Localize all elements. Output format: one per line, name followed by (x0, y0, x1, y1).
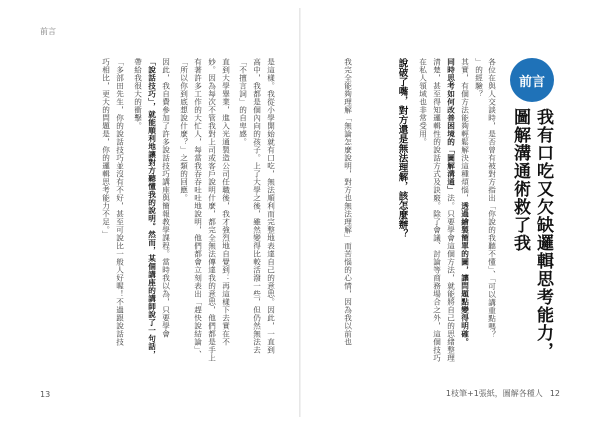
left-body-line-12: 巧相比，更大的問題是，你的邏輯思考能力不足。」 (101, 58, 111, 239)
chapter-badge (510, 58, 554, 102)
title-line-2: 圖解溝通術救了我 (510, 108, 530, 252)
subheading-question: 說破了嘴，對方還是無法理解，該怎麼辦？ (396, 58, 408, 239)
left-body-line-8: 因此，我自費參加了許多說話技巧講座與簡報教學課程。當時我以為，只要學會 (161, 58, 171, 338)
left-body-line-11: 「多部田先生，你的說話技巧並沒有不好，甚至可說比一般人好喔！不過跟說話技 (115, 58, 125, 346)
title-line-1: 我有口吃又欠缺邏輯思考能力， (533, 108, 553, 360)
left-page-number: 13 (40, 390, 51, 399)
right-page-footer (446, 388, 560, 399)
book-title-footer: 1枝筆+1張紙，圖解各種人 (445, 389, 543, 398)
right-body-line-3 (461, 58, 469, 363)
right-body-line-4b: 法。只要學會這個方法，就能將自己的思緒整理 (446, 194, 456, 362)
right-body-line-4 (447, 58, 455, 363)
right-body-line-5: 清楚，甚至得知邏輯性的說話方式及訣竅。除了會議、討論等商務場合之外，這個技巧 (432, 58, 442, 362)
left-body-line-9 (148, 58, 156, 363)
right-body-line-7: 我完全能夠理解「無論怎麼說明，對方也無法理解」而苦惱的心情，因為我以前也 (343, 58, 353, 346)
left-body-line-1: 是這樣。我從小學開始就有口吃，無法順利而完整地表達自己的意思。因此，一直到 (266, 58, 276, 354)
right-body-line-2: 」的經驗？ (474, 58, 484, 98)
right-body-line-3a: 其實，有個方法能夠輕鬆解決這種煩惱， (460, 58, 470, 202)
right-body-line-3-highlight: 透過繪製簡單的圖，讓問題點變得明確。 (460, 202, 470, 346)
left-body-line-9b: 就能順利地讓對方聽懂我的說明。然而，某個講座的講師說了一句話， (147, 110, 157, 359)
running-head: 前言 (40, 27, 56, 36)
left-body-line-9-highlight: 「說話技巧」， (147, 58, 157, 111)
chapter-badge-label: 前言 (518, 74, 545, 90)
page-gutter (299, 8, 301, 417)
right-body-line-6: 在私人領域也非常受用。 (418, 58, 428, 146)
right-page-number: 12 (549, 389, 560, 398)
right-body-line-1: 各位在與人交談時，是否曾有被對方指出「你說的我聽不懂」、「可以講重點嗎？ (487, 58, 497, 339)
right-body-line-4-highlight: 同時思考如何改善困境的「圖解溝通」 (446, 58, 456, 194)
left-body-line-10: 帶給我很大的衝擊。 (133, 58, 143, 130)
left-body-line-5: 妙。因為每次不管我對上司或客戶說明什麼，都完全無法傳達我的意思，他們都是手上 (207, 58, 217, 362)
left-body-line-7: 「所以你到底想說什麼？」之類的回應。 (179, 58, 189, 202)
left-body-line-6: 有著許多工作的大忙人，每當我吞吞吐吐地說明，他們都會立刻表出「趕快說結論」、 (193, 58, 203, 359)
left-body-line-3: 「不擅言詞」的自卑感。 (238, 58, 248, 146)
left-body-line-2: 高中，我都是個內向的孩子。上了大學之後，雖然變得比較活潑一些，但仍然無法去 (252, 58, 262, 354)
left-body-line-4: 直到大學畢業，進入光通製造公司任職後，我才強烈地自覺到：再這樣下去實在不 (221, 58, 231, 346)
